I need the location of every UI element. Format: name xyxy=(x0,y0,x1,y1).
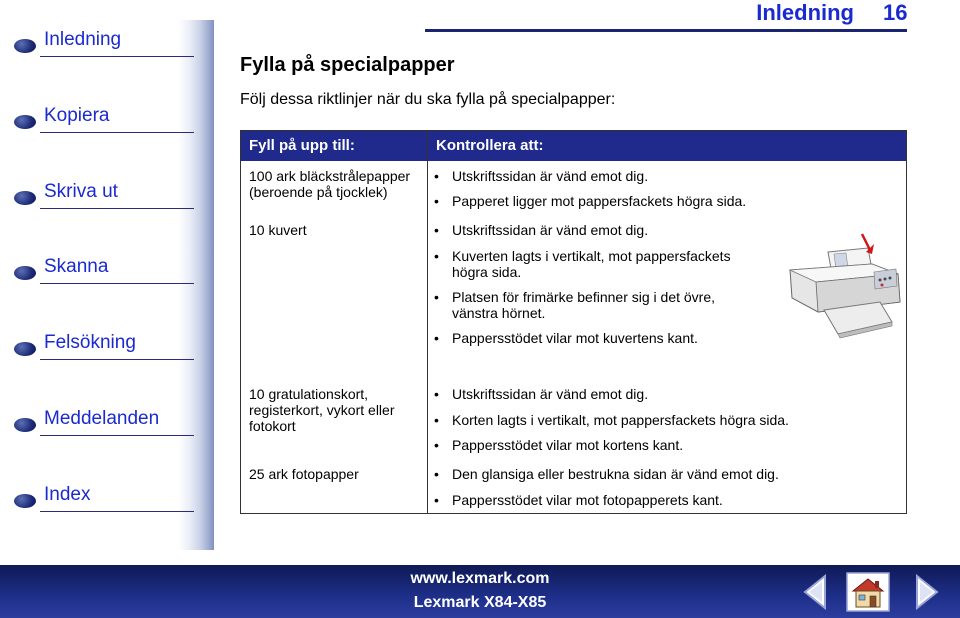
nav-bullet-icon xyxy=(14,418,36,432)
nav-divider xyxy=(40,283,194,284)
nav-item-index[interactable] xyxy=(14,484,180,514)
nav-item-label[interactable]: Index xyxy=(44,484,91,505)
nav-item-skriva-ut[interactable] xyxy=(14,181,180,211)
arrow-left-icon[interactable] xyxy=(797,573,837,611)
table-bullet: • Den glansiga eller bestrukna sidan är vänd emot dig. xyxy=(452,466,779,482)
nav-bullet-icon xyxy=(14,191,36,205)
section-title: Inledning xyxy=(756,0,854,25)
nav-item-inledning[interactable] xyxy=(14,29,180,59)
header-divider xyxy=(425,29,907,32)
nav-bullet-icon xyxy=(14,39,36,53)
nav-item-kopiera[interactable] xyxy=(14,105,180,135)
nav-divider xyxy=(40,435,194,436)
intro-text: Följ dessa riktlinjer när du ska fylla på specialpapper: xyxy=(240,91,616,108)
side-navigation xyxy=(0,0,215,565)
footer-model: Lexmark X84-X85 xyxy=(413,594,547,611)
footer-url[interactable]: www.lexmark.com xyxy=(410,570,550,587)
table-bullet: • Pappersstödet vilar mot kuvertens kant. xyxy=(452,330,698,346)
nav-item-skanna[interactable] xyxy=(14,256,180,286)
footer-bar xyxy=(0,565,960,618)
nav-divider xyxy=(40,132,194,133)
table-bullet: • Platsen för frimärke befinner sig i det övre, vänstra hörnet. xyxy=(452,289,762,321)
row-load-amount: 25 ark fotopapper xyxy=(249,466,359,482)
nav-shade xyxy=(178,20,214,550)
nav-item-meddelanden[interactable] xyxy=(14,408,180,438)
nav-item-label[interactable]: Kopiera xyxy=(44,105,110,126)
column-divider xyxy=(427,131,428,513)
page-number: 16 xyxy=(883,0,908,25)
table-header-check: Kontrollera att: xyxy=(428,131,906,161)
nav-item-label[interactable]: Inledning xyxy=(44,29,122,50)
nav-item-label[interactable]: Meddelanden xyxy=(44,408,160,429)
nav-divider xyxy=(40,511,194,512)
nav-divider xyxy=(40,208,194,209)
home-icon[interactable] xyxy=(845,571,891,613)
nav-bullet-icon xyxy=(14,115,36,129)
nav-bullet-icon xyxy=(14,266,36,280)
row-load-amount: 100 ark bläckstrålepapper (beroende på tjocklek) xyxy=(249,168,411,200)
nav-item-label[interactable]: Skanna xyxy=(44,256,109,277)
nav-divider xyxy=(40,359,194,360)
nav-item-label[interactable]: Skriva ut xyxy=(44,181,118,202)
table-bullet: • Utskriftssidan är vänd emot dig. xyxy=(452,386,648,402)
table-bullet: • Kuverten lagts i vertikalt, mot pappersfackets högra sida. xyxy=(452,248,762,280)
table-bullet: • Pappersstödet vilar mot fotopapperets kant. xyxy=(452,492,723,508)
table-bullet: • Utskriftssidan är vänd emot dig. xyxy=(452,222,648,238)
nav-item-felsokning[interactable] xyxy=(14,332,180,362)
nav-item-label[interactable]: Felsökning xyxy=(44,332,136,353)
row-load-amount: 10 kuvert xyxy=(249,222,307,238)
page-title: Fylla på specialpapper xyxy=(240,54,455,76)
table-bullet: • Korten lagts i vertikalt, mot pappersfackets högra sida. xyxy=(452,412,789,428)
arrow-right-icon[interactable] xyxy=(905,573,945,611)
table-bullet: • Pappersstödet vilar mot kortens kant. xyxy=(452,437,683,453)
printer-icon xyxy=(780,230,910,340)
nav-divider xyxy=(40,56,194,57)
table-bullet: • Utskriftssidan är vänd emot dig. xyxy=(452,168,648,184)
nav-bullet-icon xyxy=(14,342,36,356)
row-load-amount: 10 gratulationskort, registerkort, vykort eller fotokort xyxy=(249,386,395,434)
table-bullet: • Papperet ligger mot pappersfackets högra sida. xyxy=(452,193,746,209)
nav-bullet-icon xyxy=(14,494,36,508)
table-header-load: Fyll på upp till: xyxy=(241,131,427,161)
